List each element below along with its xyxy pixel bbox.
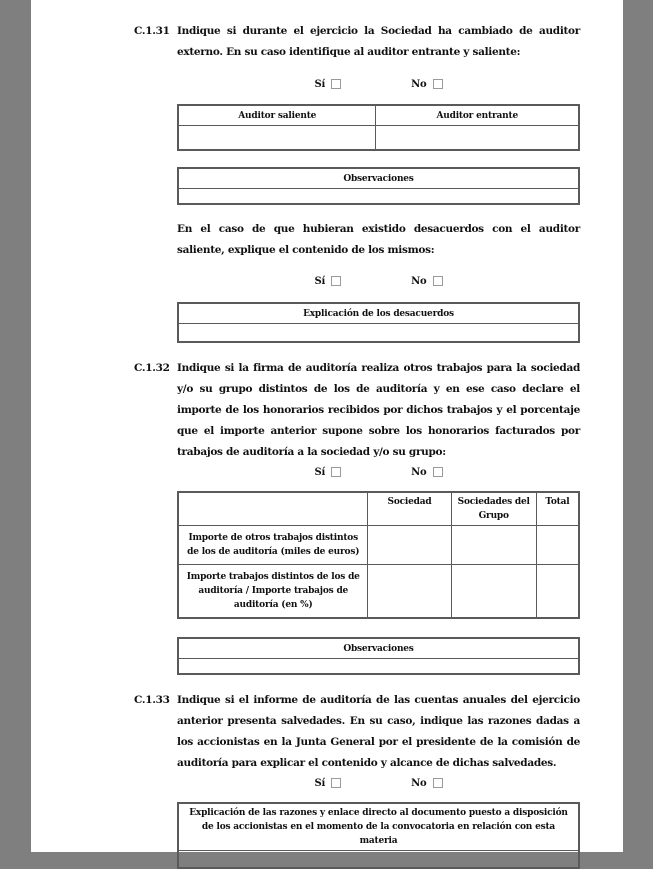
question-text-c131: Indique si durante el ejercicio la Sociedad ha cambiado de auditor externo. En su caso identifique al auditor entrante y saliente: [177,25,580,58]
question-number-c132: C.1.32 [134,362,170,374]
qualifications-explanation-header: Explicación de las razones y enlace directo al documento puesto a disposición de los accionistas en el momento de la convocatoria en relación con esta materia [178,803,579,851]
auditor-incoming-input-cell[interactable] [376,126,579,151]
c131-yes-label: Sí [314,78,326,90]
c131-observations-table [177,167,580,205]
c131-observations-input-cell[interactable] [178,189,579,205]
auditor-change-table [177,104,580,151]
fees-col-grupo: Sociedades del Grupo [451,492,536,526]
c131b-no-label: No [411,275,427,287]
c131b-no-option [411,276,442,287]
c133-no-label: No [411,777,427,789]
fees-row2-sociedad-cell[interactable] [368,565,451,619]
c131b-yes-label: Sí [314,275,326,287]
table-row [178,659,579,675]
fees-col-sociedad: Sociedad [368,492,451,526]
c133-no-checkbox[interactable] [433,778,443,788]
section-c132 [134,358,580,675]
fees-col-total: Total [536,492,579,526]
table-row [178,126,579,151]
c133-no-option [411,778,442,789]
c131b-yes-checkbox[interactable] [331,276,341,286]
c133-yes-checkbox[interactable] [331,778,341,788]
fees-row2-label: Importe trabajos distintos de los de auditoría / Importe trabajos de auditoría (en %) [178,565,368,619]
auditor-outgoing-input-cell[interactable] [178,126,376,151]
c131-yes-option [314,79,341,90]
c132-no-option [411,467,442,478]
question-number-c131: C.1.31 [134,25,170,37]
c131-yes-checkbox[interactable] [331,79,341,89]
c132-observations-input-cell[interactable] [178,659,579,675]
c132-yes-checkbox[interactable] [331,467,341,477]
c131-observations-header: Observaciones [178,168,579,189]
disagreements-table [177,302,580,343]
c132-observations-header: Observaciones [178,638,579,659]
c132-yes-no-row [177,466,580,478]
disagreements-input-cell[interactable] [178,324,579,343]
c131-no-checkbox[interactable] [433,79,443,89]
table-row [178,324,579,343]
disagreements-header: Explicación de los desacuerdos [178,303,579,324]
audit-fees-table [177,491,580,619]
c133-yes-label: Sí [314,777,326,789]
c132-observations-table [177,637,580,675]
fees-row1-label: Importe de otros trabajos distintos de los de auditoría (miles de euros) [178,526,368,565]
c132-yes-label: Sí [314,466,326,478]
c131b-yes-option [314,276,341,287]
page-content [134,0,580,869]
question-number-c133: C.1.33 [134,694,170,706]
c131b-yes-no-row [177,275,580,287]
qualifications-explanation-table [177,802,580,869]
table-row [178,526,579,565]
section-c131 [134,21,580,343]
c131b-no-checkbox[interactable] [433,276,443,286]
c131-no-option [411,79,442,90]
table-row [178,565,579,619]
c133-yes-option [314,778,341,789]
fees-row1-grupo-cell[interactable] [451,526,536,565]
fees-row1-sociedad-cell[interactable] [368,526,451,565]
c131-yes-no-row [177,78,580,90]
fees-row2-total-cell[interactable] [536,565,579,619]
c132-no-checkbox[interactable] [433,467,443,477]
c132-no-label: No [411,466,427,478]
c133-yes-no-row [177,777,580,789]
document-page [31,0,623,852]
section-c133 [134,690,580,869]
fees-corner-cell [178,492,368,526]
fees-row1-total-cell[interactable] [536,526,579,565]
qualifications-explanation-input-cell[interactable] [178,851,579,869]
table-row [178,189,579,205]
c131-disagreements-text: En el caso de que hubieran existido desacuerdos con el auditor saliente, explique el contenido de los mismos: [177,223,580,256]
auditor-outgoing-header: Auditor saliente [178,105,376,126]
question-text-c132: Indique si la firma de auditoría realiza otros trabajos para la sociedad y/o su grupo distintos de los de auditoría y en ese caso declare el importe de los honorarios recibidos por dichos trabajos y el porcentaje que el importe anterior supone sobre los honorarios facturados por trabajos de auditoría a la sociedad y/o su grupo: [177,362,580,458]
c131-no-label: No [411,78,427,90]
c132-yes-option [314,467,341,478]
fees-row2-grupo-cell[interactable] [451,565,536,619]
question-text-c133: Indique si el informe de auditoría de las cuentas anuales del ejercicio anterior presenta salvedades. En su caso, indique las razones dadas a los accionistas en la Junta General por el presidente de la comisión de auditoría para explicar el contenido y alcance de dichas salvedades. [177,694,580,769]
auditor-incoming-header: Auditor entrante [376,105,579,126]
table-row [178,851,579,869]
